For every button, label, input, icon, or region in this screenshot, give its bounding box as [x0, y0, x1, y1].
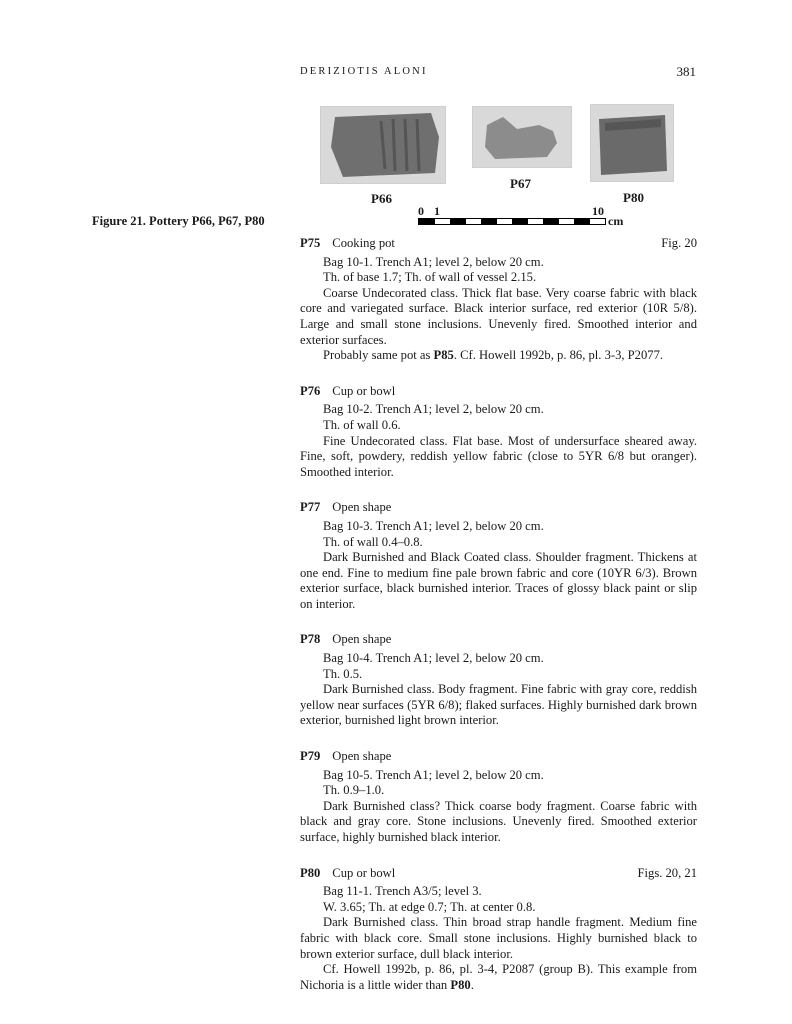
entry-paragraph: Bag 10-2. Trench A1; level 2, below 20 cm. [323, 402, 544, 417]
entry-paragraph: Th. 0.9–1.0. [323, 783, 385, 798]
reference-text: Probably same pot as [323, 348, 434, 363]
scale-bar [412, 204, 624, 232]
entry-paragraph: Dark Burnished class? Thick coarse body fragment. Coarse fabric with black and gray core. Stone inclusions. Unevenly fired. Smoothed exterior surface, highly burnished black interior. [300, 798, 697, 844]
reference-text: Cf. Howell 1992b, p. 86, pl. 3-4, P2087 (group B). This example from Nichoria is a little wider than [300, 962, 697, 992]
scale-label-1: 1 [434, 204, 440, 218]
figure-caption [92, 214, 265, 229]
photo-p80 [590, 104, 674, 182]
entry-catalog-number: P75 [300, 236, 321, 250]
catalog-entry [300, 500, 697, 612]
entry-catalog-number: P76 [300, 383, 321, 398]
page-number: 381 [676, 64, 696, 79]
entry-paragraph: Fine Undecorated class. Flat base. Most of undersurface sheared away. Fine, soft, powdery, reddish yellow fabric (close to 5YR 6/8 but oranger). Smoothed interior. [300, 433, 697, 479]
entry-heading [300, 236, 697, 252]
reference-catalog-number: P80 [450, 977, 471, 992]
entry-reference [300, 962, 697, 993]
reference-text: . [470, 977, 474, 992]
photo-caption-p66: P66 [371, 191, 392, 206]
scale-label-10: 10 [592, 204, 604, 218]
photo-p66 [320, 106, 446, 184]
entry-catalog-number: P77 [300, 500, 321, 515]
entry-paragraph: Th. of wall 0.4–0.8. [323, 534, 423, 549]
entry-paragraph: Bag 11-1. Trench A3/5; level 3. [323, 884, 482, 899]
entry-title: Open shape [332, 749, 392, 764]
photo-caption-p80: P80 [623, 190, 644, 205]
photo-p67 [472, 106, 572, 168]
entry-heading [300, 500, 697, 516]
entry-paragraph: W. 3.65; Th. at edge 0.7; Th. at center 0.8. [323, 899, 536, 914]
entry-heading [300, 866, 697, 882]
entry-reference [300, 348, 697, 364]
entry-paragraph: Dark Burnished class. Thin broad strap handle fragment. Medium fine fabric with black core. Small stone inclusions. Highly burnished black to brown exterior surface, dull black interior. [300, 915, 697, 961]
scale-bar-graphic [418, 218, 606, 225]
entry-catalog-number: P79 [300, 749, 321, 764]
entry-paragraph: Th. 0.5. [323, 666, 363, 681]
entry-paragraph: Dark Burnished class. Body fragment. Fine fabric with gray core, reddish yellow near surfaces (5YR 6/8); flaked surfaces. Highly burnished dark brown exterior, burnished light brown interior. [300, 682, 697, 728]
entry-heading [300, 632, 697, 648]
entry-title: Open shape [332, 500, 392, 515]
running-title: DERIZIOTIS ALONI [300, 66, 428, 77]
entry-figure-reference: Fig. 20 [661, 236, 697, 250]
catalog-entry [300, 236, 697, 364]
figure-caption-items: P66, P67, P80 [191, 214, 265, 228]
entry-figure-reference: Figs. 20, 21 [637, 865, 697, 880]
entry-paragraph: Th. of base 1.7; Th. of wall of vessel 2.15. [323, 270, 537, 285]
photo-caption-p67: P67 [510, 176, 531, 191]
entry-paragraph: Bag 10-4. Trench A1; level 2, below 20 cm. [323, 651, 544, 666]
reference-catalog-number: P85 [433, 348, 454, 363]
catalog-entry [300, 384, 697, 481]
entry-paragraph: Bag 10-5. Trench A1; level 2, below 20 cm. [323, 767, 544, 782]
entry-paragraph: Coarse Undecorated class. Thick flat base. Very coarse fabric with black core and variegated surface. Black interior surface, red exterior (10R 5/8). Large and small stone inclusions. Unevenly fired. Smoothed interior and exterior surfaces. [300, 285, 697, 347]
catalog-entry [300, 866, 697, 994]
entry-paragraph: Bag 10-3. Trench A1; level 2, below 20 cm. [323, 518, 544, 533]
entry-title: Open shape [332, 632, 392, 647]
entry-title: Cooking pot [332, 236, 395, 250]
entry-heading [300, 384, 697, 400]
scale-unit: cm [608, 214, 624, 228]
reference-text: . Cf. Howell 1992b, p. 86, pl. 3-3, P2077. [453, 348, 664, 363]
entry-paragraph: Bag 10-1. Trench A1; level 2, below 20 cm. [323, 254, 544, 269]
entry-catalog-number: P80 [300, 865, 321, 880]
catalog-entries [300, 236, 697, 1013]
figure-caption-prefix: Figure 21. Pottery [92, 214, 192, 228]
catalog-entry [300, 749, 697, 846]
scale-label-0: 0 [418, 204, 424, 218]
entry-paragraph: Th. of wall 0.6. [323, 417, 401, 432]
entry-heading [300, 749, 697, 765]
entry-paragraph: Dark Burnished and Black Coated class. Shoulder fragment. Thickens at one end. Fine to medium fine pale brown fabric and core (10YR 6/3). Brown exterior surface, black burnished interior. Traces of glossy black paint or slip on interior. [300, 550, 697, 611]
entry-title: Cup or bowl [332, 383, 396, 398]
catalog-entry [300, 632, 697, 729]
entry-title: Cup or bowl [332, 865, 396, 880]
entry-catalog-number: P78 [300, 632, 321, 647]
